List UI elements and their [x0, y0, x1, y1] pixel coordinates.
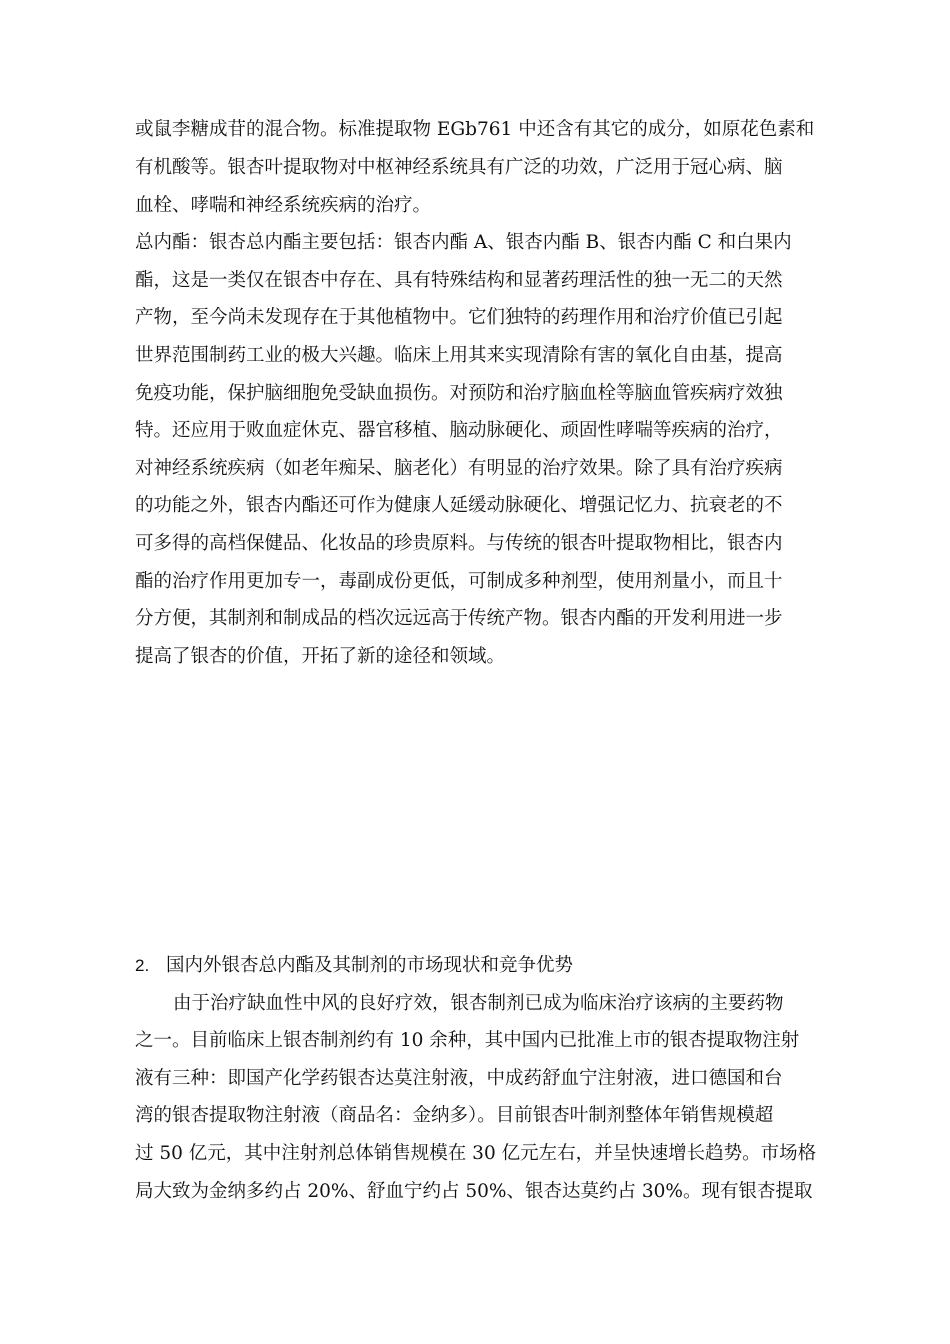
text-line: 特。还应用于败血症休克、器官移植、脑动脉硬化、顽固性哮喘等疾病的治疗， [135, 420, 783, 441]
text-line: 血栓、哮喘和神经系统疾病的治疗。 [135, 195, 432, 216]
text-line: 对神经系统疾病（如老年痴呆、脑老化）有明显的治疗效果。除了具有治疗疾病 [135, 458, 783, 479]
section-title: 国内外银杏总内酯及其制剂的市场现状和竞争优势 [166, 955, 574, 976]
text-line: 有机酸等。银杏叶提取物对中枢神经系统具有广泛的功效，广泛用于冠心病、脑 [135, 157, 783, 178]
text-line: 世界范围制药工业的极大兴趣。临床上用其来实现清除有害的氧化自由基，提高 [135, 345, 783, 366]
text-line: 酯的治疗作用更加专一，毒副成份更低，可制成多种剂型，使用剂量小，而且十 [135, 571, 783, 592]
text-line: 之一。目前临床上银杏制剂约有 10 余种，其中国内已批准上市的银杏提取物注射 [135, 1030, 800, 1051]
text-line: 可多得的高档保健品、化妆品的珍贵原料。与传统的银杏叶提取物相比，银杏内 [135, 533, 783, 554]
section-number: 2. [135, 956, 150, 975]
text-line: 分方便，其制剂和制成品的档次远远高于传统产物。银杏内酯的开发利用进一步 [135, 608, 783, 629]
text-line: 或鼠李糖成苷的混合物。标准提取物 EGb761 中还含有其它的成分，如原花色素和 [135, 119, 815, 140]
text-line: 湾的银杏提取物注射液（商品名：金纳多）。目前银杏叶制剂整体年销售规模超 [135, 1105, 774, 1126]
text-line: 产物，至今尚未发现存在于其他植物中。它们独特的药理作用和治疗价值已引起 [135, 307, 783, 328]
text-line: 总内酯：银杏总内酯主要包括：银杏内酯 A、银杏内酯 B、银杏内酯 C 和白果内 [135, 232, 792, 253]
text-line: 液有三种：即国产化学药银杏达莫注射液，中成药舒血宁注射液，进口德国和台 [135, 1068, 783, 1089]
text-line: 免疫功能，保护脑细胞免受缺血损伤。对预防和治疗脑血栓等脑血管疾病疗效独 [135, 383, 783, 404]
text-line: 的功能之外，银杏内酯还可作为健康人延缓动脉硬化、增强记忆力、抗衰老的不 [135, 495, 783, 516]
text-line: 过 50 亿元，其中注射剂总体销售规模在 30 亿元左右，并呈快速增长趋势。市场格 [135, 1143, 817, 1164]
text-line: 由于治疗缺血性中风的良好疗效，银杏制剂已成为临床治疗该病的主要药物 [173, 993, 784, 1014]
text-line: 提高了银杏的价值，开拓了新的途径和领域。 [135, 646, 506, 667]
text-line: 局大致为金纳多约占 20%、舒血宁约占 50%、银杏达莫约占 30%。现有银杏提取 [135, 1181, 813, 1202]
text-line: 酯，这是一类仅在银杏中存在、具有特殊结构和显著药理活性的独一无二的天然 [135, 270, 783, 291]
